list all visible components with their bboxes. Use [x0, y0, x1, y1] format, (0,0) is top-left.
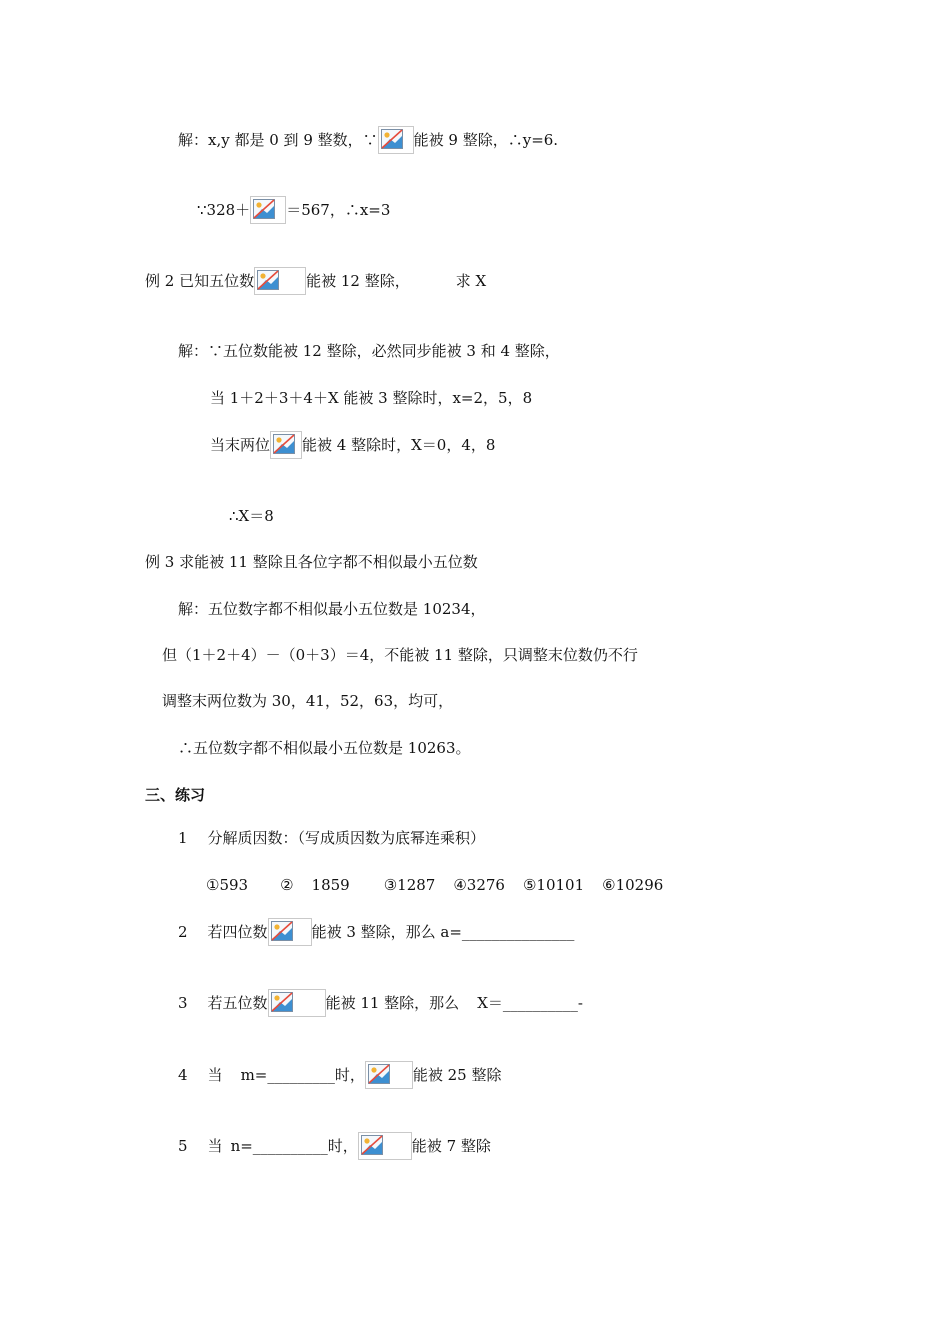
text: 解：∵五位数能被 12 整除，必然同步能被 3 和 4 整除，: [178, 342, 560, 360]
text: 能被 4 整除时，X＝0，4，8: [302, 436, 496, 454]
solution-line-1: [178, 130, 558, 154]
text: 当 1＋2＋3＋4＋X 能被 3 整除时，x=2，5，8: [210, 389, 533, 407]
text: 能被 12 整除，: [306, 272, 410, 290]
item: ⑥10296: [602, 876, 664, 894]
text: 但（1＋2＋4）－（0＋3）＝4，不能被 11 整除，只调整末位数仍不行: [162, 646, 638, 664]
broken-image-icon: [358, 1132, 412, 1160]
example-3-heading: [145, 552, 478, 572]
text: 三、练习: [145, 786, 206, 804]
solution-2-conclusion: [229, 506, 274, 526]
text: ∵328＋: [197, 201, 251, 219]
text: 调整末两位数为 30，41，52，63，均可，: [162, 692, 454, 710]
exercise-1-items: [206, 875, 663, 895]
question-number: 4: [178, 1066, 188, 1084]
text: 能被 7 整除: [411, 1137, 491, 1155]
item: ⑤10101: [522, 876, 585, 894]
text: 分解质因数：（写成质因数为底幂连乘积）: [207, 829, 486, 847]
item: ①593: [206, 876, 249, 894]
text: m=_________时，: [240, 1066, 365, 1084]
item: ④3276: [453, 876, 505, 894]
text: 例 2 已知五位数: [145, 272, 255, 290]
text: 若五位数: [207, 994, 268, 1012]
text: ∴X＝8: [229, 507, 274, 525]
broken-image-icon: [378, 126, 414, 154]
solution-3-line-1: [178, 599, 486, 619]
question-number: 1: [178, 829, 188, 847]
text: 能被 25 整除: [412, 1066, 502, 1084]
broken-image-icon: [365, 1061, 413, 1089]
text: 能被 3 整除，那么 a=_______________: [311, 923, 575, 941]
broken-image-icon: [254, 267, 306, 295]
question-number: 3: [178, 994, 188, 1012]
item: 1859: [311, 876, 350, 894]
text: 能被 9 整除，∴y=6.: [413, 131, 559, 149]
solution-line-2: [197, 200, 390, 224]
text: 当: [207, 1066, 223, 1084]
text: ∴五位数字都不相似最小五位数是 10263。: [178, 739, 471, 757]
question-number: 2: [178, 923, 188, 941]
solution-3-conclusion: [178, 738, 471, 758]
item: ②: [280, 876, 294, 894]
exercise-3: [178, 993, 583, 1017]
broken-image-icon: [250, 196, 286, 224]
exercise-2: [178, 922, 574, 946]
example-2-heading: [145, 271, 486, 295]
solution-2-line-2: [210, 388, 532, 408]
exercise-1: [178, 828, 485, 848]
text: 例 3 求能被 11 整除且各位字都不相似最小五位数: [145, 553, 478, 571]
broken-image-icon: [268, 918, 312, 946]
text: 当末两位: [210, 436, 271, 454]
solution-2-line-3: [210, 435, 495, 459]
section-heading: [145, 785, 205, 805]
text: 解：五位数字都不相似最小五位数是 10234，: [178, 600, 486, 618]
text: 解：x,y 都是 0 到 9 整数，∵: [178, 131, 378, 149]
text: ＝567，∴x=3: [286, 201, 391, 219]
solution-2-line-1: [178, 341, 560, 361]
text: 当: [207, 1137, 223, 1155]
question-number: 5: [178, 1137, 188, 1155]
text: n=__________时，: [230, 1137, 358, 1155]
exercise-5: [178, 1136, 491, 1160]
exercise-4: [178, 1065, 501, 1089]
solution-3-line-2: [162, 645, 638, 665]
item: ③1287: [383, 876, 436, 894]
text: 求 X: [455, 272, 487, 290]
text: X＝__________-: [477, 994, 583, 1012]
text: 若四位数: [207, 923, 268, 941]
broken-image-icon: [268, 989, 326, 1017]
solution-3-line-3: [162, 691, 453, 711]
broken-image-icon: [270, 431, 302, 459]
text: 能被 11 整除，那么: [325, 994, 460, 1012]
